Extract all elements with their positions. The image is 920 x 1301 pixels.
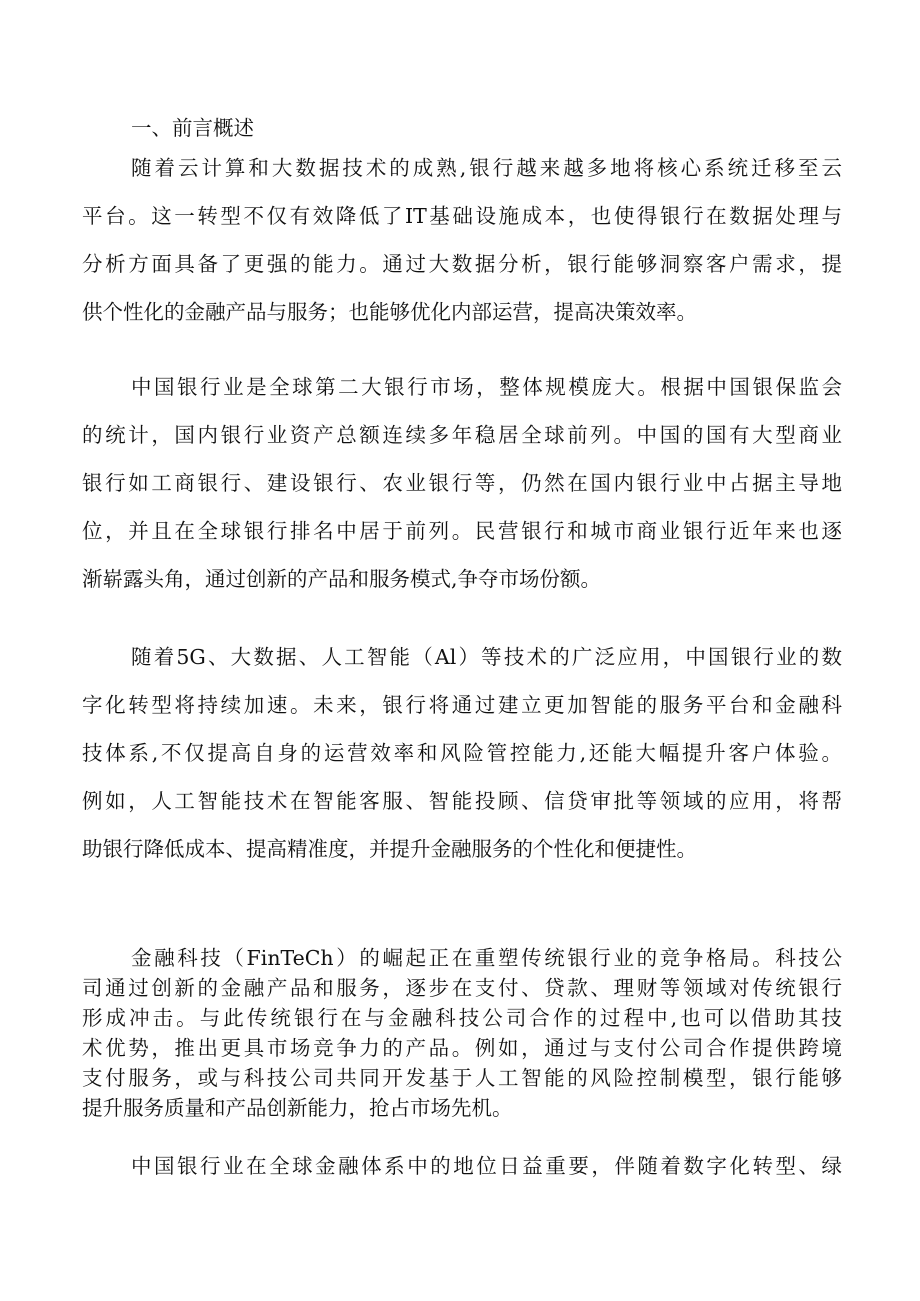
paragraph-line: 中国银行业是全球第二大银行市场，整体规模庞大。根据中国银保监会 <box>131 375 842 399</box>
paragraph-line: 字化转型将持续加速。未来，银行将通过建立更加智能的服务平台和金融科 <box>82 693 842 717</box>
paragraph-line: 提升服务质量和产品创新能力，抢占市场先机。 <box>82 1096 513 1120</box>
paragraph-line: 渐崭露头角，通过创新的产品和服务模式,争夺市场份额。 <box>82 567 602 591</box>
paragraph-line: 位，并且在全球银行排名中居于前列。民营银行和城市商业银行近年来也逐 <box>82 519 842 543</box>
paragraph-line: 随着5G、大数据、人工智能（Al）等技术的广泛应用，中国银行业的数 <box>131 645 842 669</box>
paragraph-line: 金融科技（FinTeCh）的崛起正在重塑传统银行业的竞争格局。科技公 <box>131 946 842 970</box>
paragraph-line: 中国银行业在全球金融体系中的地位日益重要，伴随着数字化转型、绿 <box>131 1154 842 1178</box>
paragraph-line: 随着云计算和大数据技术的成熟,银行越来越多地将核心系统迁移至云 <box>131 156 842 180</box>
paragraph-line: 分析方面具备了更强的能力。通过大数据分析，银行能够洞察客户需求，提 <box>82 252 842 276</box>
paragraph-line: 银行如工商银行、建设银行、农业银行等，仍然在国内银行业中占据主导地 <box>82 471 842 495</box>
paragraph-line: 助银行降低成本、提高精准度，并提升金融服务的个性化和便捷性。 <box>82 837 697 861</box>
paragraph-line: 的统计，国内银行业资产总额连续多年稳居全球前列。中国的国有大型商业 <box>82 423 842 447</box>
paragraph-line: 技体系,不仅提高自身的运营效率和风险管控能力,还能大幅提升客户体验。 <box>82 741 842 765</box>
paragraph-line: 供个性化的金融产品与服务；也能够优化内部运营，提高决策效率。 <box>82 300 697 324</box>
paragraph-line: 支付服务，或与科技公司共同开发基于人工智能的风险控制模型，银行能够 <box>82 1066 842 1090</box>
paragraph-line: 平台。这一转型不仅有效降低了IT基础设施成本，也使得银行在数据处理与 <box>82 204 842 228</box>
paragraph-line: 例如，人工智能技术在智能客服、智能投顾、信贷审批等领域的应用，将帮 <box>82 789 842 813</box>
section-heading: 一、前言概述 <box>131 116 254 140</box>
paragraph-line: 形成冲击。与此传统银行在与金融科技公司合作的过程中,也可以借助其技 <box>82 1006 842 1030</box>
paragraph-line: 司通过创新的金融产品和服务，逐步在支付、贷款、理财等领域对传统银行 <box>82 976 842 1000</box>
paragraph-line: 术优势，推出更具市场竞争力的产品。例如，通过与支付公司合作提供跨境 <box>82 1036 842 1060</box>
